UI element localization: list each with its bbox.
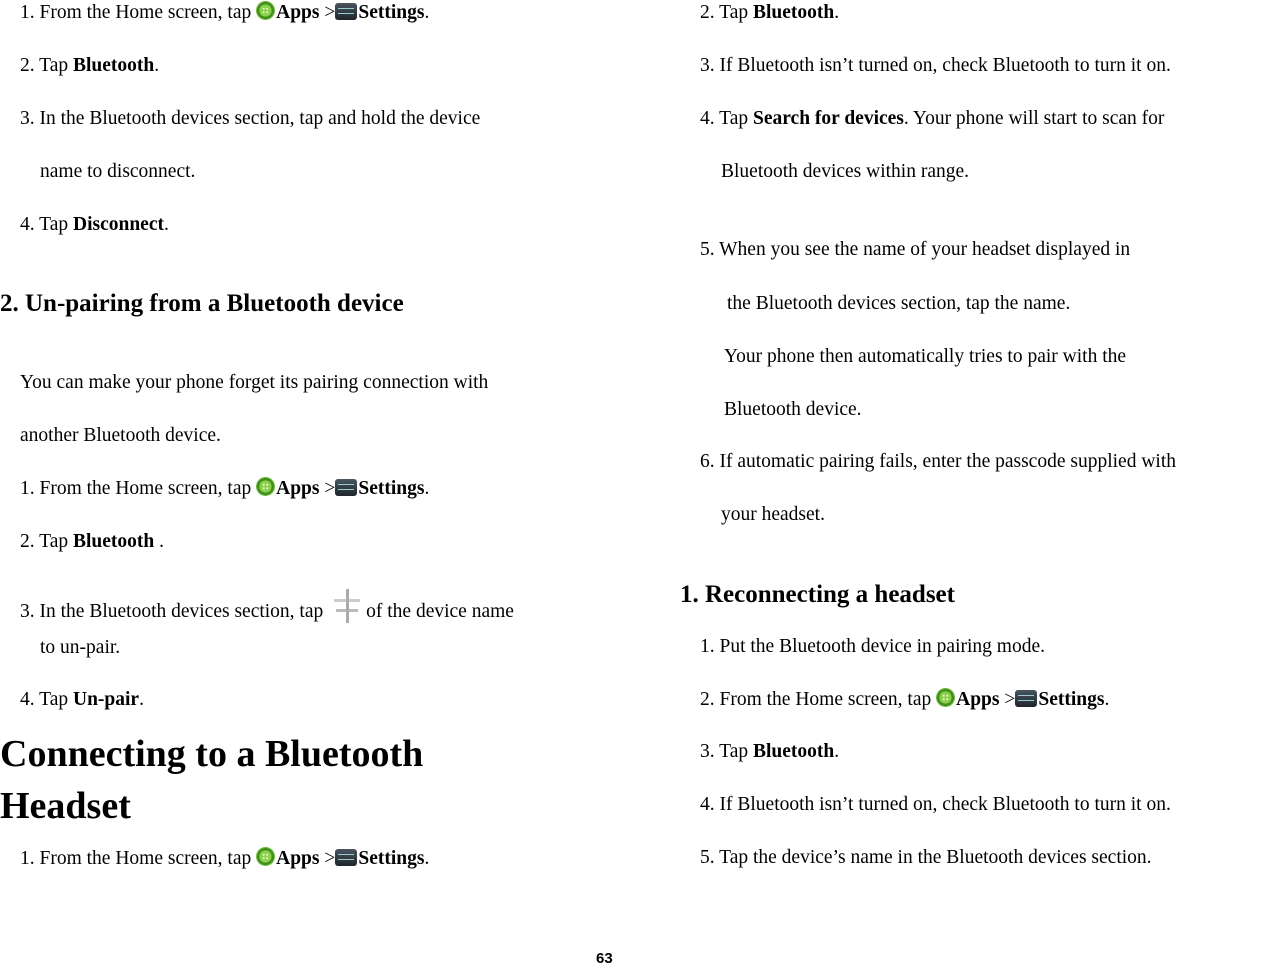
step-line [20, 687, 144, 713]
text: 3. Tap [700, 741, 753, 762]
step-line [721, 159, 969, 185]
bold-term: Settings [1038, 689, 1105, 710]
text: . [1104, 689, 1110, 710]
bold-term: Apps [276, 848, 320, 869]
text: name to disconnect. [40, 161, 196, 182]
bold-term: Apps [276, 2, 320, 23]
text: 2. Tap [20, 531, 73, 552]
text: You can make your phone forget its pairing connection with [20, 372, 489, 393]
step-line [700, 0, 839, 26]
text: 5. Tap the device’s name in the Bluetooth devices section. [700, 847, 1152, 868]
text: . [163, 214, 169, 235]
settings-icon [335, 3, 357, 20]
step-line [20, 476, 429, 502]
text: 4. If Bluetooth isn’t turned on, check Bluetooth to turn it on. [700, 794, 1171, 815]
text: 3. In the Bluetooth devices section, tap and hold the device [20, 108, 481, 129]
bars-icon [332, 589, 362, 623]
apps-icon [256, 1, 275, 20]
step-line [721, 502, 825, 528]
step-line [727, 291, 1070, 317]
step-line [700, 53, 1171, 79]
text: . Your phone will start to scan for [903, 108, 1165, 129]
bold-term: Bluetooth [72, 55, 155, 76]
text: 2. Un-pairing from a Bluetooth device [0, 290, 404, 317]
text: > [319, 848, 336, 869]
text: Headset [0, 785, 131, 827]
text: the Bluetooth devices section, tap the name. [727, 293, 1071, 314]
text: Bluetooth device. [724, 399, 862, 420]
step-line [40, 635, 120, 661]
paragraph-line [20, 423, 221, 449]
step-line [20, 0, 429, 26]
bold-term: Apps [956, 689, 1000, 710]
text: Bluetooth devices within range. [721, 161, 970, 182]
chapter-heading [0, 784, 131, 828]
text: > [319, 2, 336, 23]
text: to un-pair. [40, 637, 121, 658]
text: 1. Put the Bluetooth device in pairing mode. [700, 636, 1045, 657]
step-line [700, 449, 1176, 475]
step-line [40, 159, 195, 185]
apps-icon [256, 847, 275, 866]
text: your headset. [721, 504, 825, 525]
text: > [319, 478, 336, 499]
chapter-heading [0, 732, 423, 776]
text: . [424, 478, 430, 499]
text: . [424, 2, 430, 23]
text: 4. Tap [700, 108, 753, 129]
text: . [834, 2, 840, 23]
text: 5. When you see the name of your headset displayed in [700, 239, 1131, 260]
paragraph-line [20, 370, 488, 396]
step-line [20, 529, 164, 555]
text: 1. From the Home screen, tap [20, 478, 257, 499]
step-line [20, 53, 159, 79]
text: . [139, 689, 144, 710]
step-line [700, 687, 1109, 713]
text: of the device name [366, 601, 514, 622]
text: 4. Tap [20, 689, 73, 710]
text: 4. Tap [20, 214, 73, 235]
bold-term: Apps [276, 478, 320, 499]
text: . [424, 848, 430, 869]
text: Your phone then automatically tries to pair with the [724, 346, 1127, 367]
step-line [20, 589, 514, 625]
step-line [700, 792, 1171, 818]
text: 2. Tap [700, 2, 753, 23]
step-line [700, 739, 839, 765]
text: . [154, 55, 160, 76]
step-line [700, 845, 1152, 871]
text: 6. If automatic pairing fails, enter the passcode supplied with [700, 451, 1176, 472]
step-line [700, 634, 1045, 660]
section-heading [0, 291, 404, 317]
bold-term: Settings [358, 478, 425, 499]
bold-term: Bluetooth [72, 531, 155, 552]
page-number: 63 [596, 950, 613, 967]
step-line [724, 344, 1126, 370]
settings-icon [335, 849, 357, 866]
step-line [724, 397, 862, 423]
bold-term: Disconnect [72, 214, 164, 235]
step-line [700, 106, 1164, 132]
apps-icon [256, 477, 275, 496]
bold-term: Un-pair [72, 689, 140, 710]
section-heading [680, 582, 955, 608]
text: 2. Tap [20, 55, 73, 76]
text: . [834, 741, 840, 762]
bold-term: Bluetooth [752, 741, 835, 762]
bold-term: Settings [358, 848, 425, 869]
text: 3. If Bluetooth isn’t turned on, check Bluetooth to turn it on. [700, 55, 1171, 76]
text: . [154, 531, 164, 552]
text: Connecting to a Bluetooth [0, 733, 424, 775]
text: 1. Reconnecting a headset [680, 581, 955, 608]
text: another Bluetooth device. [20, 425, 221, 446]
step-line [20, 846, 429, 872]
settings-icon [335, 479, 357, 496]
text: 1. From the Home screen, tap [20, 2, 257, 23]
text: 3. In the Bluetooth devices section, tap [20, 601, 329, 622]
step-line [700, 237, 1130, 263]
bold-term: Search for devices [752, 108, 904, 129]
bold-term: Bluetooth [752, 2, 835, 23]
bold-term: Settings [358, 2, 425, 23]
text: 2. From the Home screen, tap [700, 689, 937, 710]
step-line [20, 212, 169, 238]
step-line [20, 106, 480, 132]
text: 1. From the Home screen, tap [20, 848, 257, 869]
text: > [999, 689, 1016, 710]
settings-icon [1015, 690, 1037, 707]
apps-icon [936, 688, 955, 707]
